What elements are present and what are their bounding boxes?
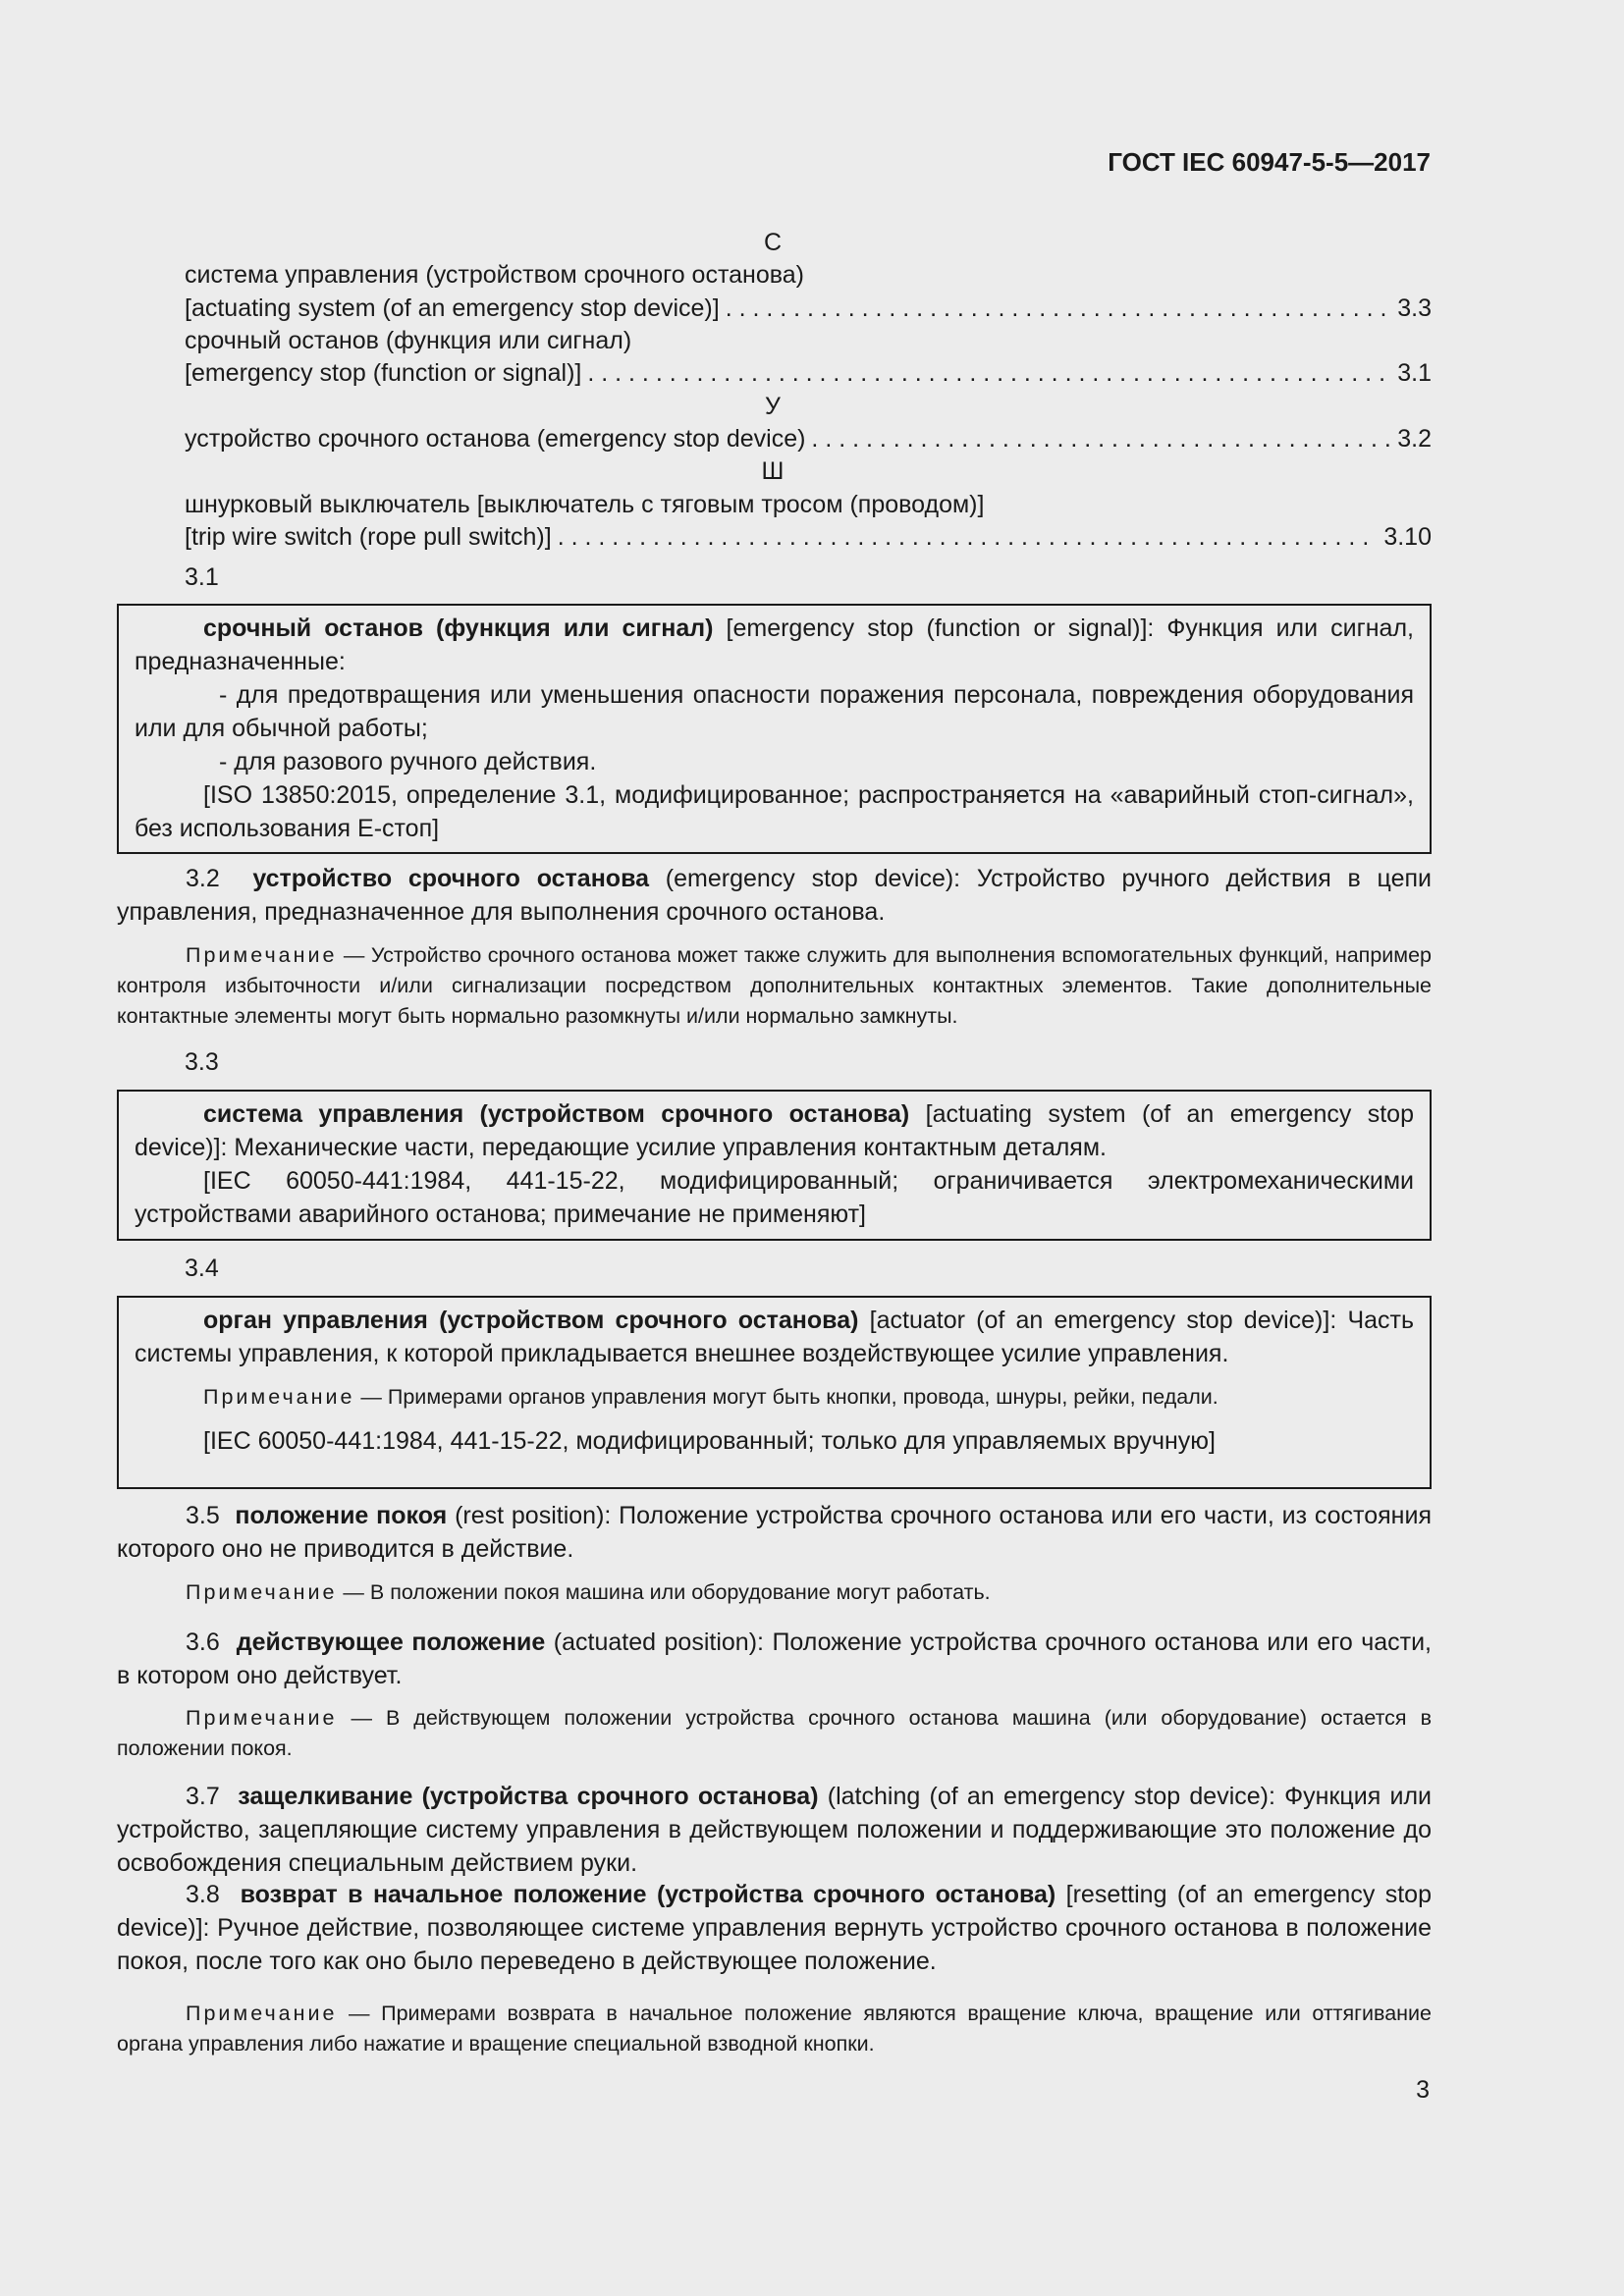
index-entry-page: 3.10	[1383, 523, 1432, 551]
index-entry-actuating-system-ru: система управления (устройством срочного останова)	[185, 261, 804, 289]
definition-3-2	[117, 862, 1432, 929]
note-text: — В положении покоя машина или оборудование могут работать.	[337, 1580, 991, 1604]
note-3-8	[117, 1999, 1432, 2059]
index-letter-sh: Ш	[761, 457, 785, 485]
index-entry-page: 3.2	[1397, 425, 1432, 453]
definition-box-3-4	[117, 1296, 1432, 1489]
term: срочный останов (функция или сигнал)	[203, 614, 714, 642]
note-3-6	[117, 1703, 1432, 1764]
note-label: Примечание	[203, 1385, 355, 1409]
definition: [emergency stop (function or signal)]: Функция или сигнал, предназначенные:	[135, 614, 1414, 675]
definition-text	[117, 1499, 1432, 1566]
standard-header: ГОСТ IEC 60947-5-5—2017	[1108, 147, 1431, 177]
index-entry-emergency-stop-device	[185, 422, 1432, 455]
index-entry-text: [trip wire switch (rope pull switch)]	[185, 523, 552, 551]
note-label: Примечание	[186, 1706, 338, 1730]
note-text: — Примерами органов управления могут быть кнопки, провода, шнуры, рейки, педали.	[354, 1385, 1218, 1409]
section-number: 3.3	[185, 1048, 219, 1076]
note-3-2	[117, 940, 1432, 1032]
definition: (rest position): Положение устройства срочного останова или его части, из состояния которого оно не приводится в действие.	[117, 1502, 1432, 1563]
definition-text	[135, 612, 1414, 678]
index-entry-text: [emergency stop (function or signal)]	[185, 359, 582, 387]
definition-text	[117, 1780, 1432, 1880]
source-reference: [IEC 60050-441:1984, 441-15-22, модифицированный; только для управляемых вручную]	[203, 1427, 1216, 1455]
section-number: 3.4	[185, 1255, 219, 1282]
note-text: — В действующем положении устройства срочного останова машина (или оборудование) остается в положении покоя.	[117, 1706, 1432, 1760]
index-entry-trip-wire-ru: шнурковый выключатель [выключатель с тяговым тросом (проводом)]	[185, 491, 985, 518]
term: система управления (устройством срочного останова)	[203, 1100, 910, 1128]
source-reference: [IEC 60050-441:1984, 441-15-22, модифицированный; ограничивается электромеханическими устройствами аварийного останова; примечание не применяют]	[135, 1167, 1414, 1228]
term: действующее положение	[236, 1629, 546, 1656]
definition-text	[117, 1626, 1432, 1692]
term: орган управления (устройством срочного останова)	[203, 1307, 859, 1334]
definition-text	[117, 1878, 1432, 1978]
section-number: 3.1	[185, 563, 219, 591]
note	[135, 1382, 1414, 1413]
index-entry-page: 3.3	[1397, 294, 1432, 322]
list-item: - для предотвращения или уменьшения опасности поражения персонала, повреждения оборудования или для обычной работы;	[135, 681, 1414, 742]
section-number: 3.6	[186, 1629, 220, 1656]
index-entry-text: устройство срочного останова (emergency stop device)	[185, 425, 806, 453]
index-entry-emergency-stop-en	[185, 356, 1432, 390]
definition-3-6	[117, 1626, 1432, 1692]
index-entry-actuating-system-en	[185, 292, 1432, 325]
list-item: - для разового ручного действия.	[219, 748, 597, 775]
section-number: 3.7	[186, 1783, 220, 1810]
source-reference: [ISO 13850:2015, определение 3.1, модифицированное; распространяется на «аварийный стоп-сигнал», без использования Е-стоп]	[135, 781, 1414, 842]
definition-3-5	[117, 1499, 1432, 1566]
definition-3-7	[117, 1780, 1432, 1880]
note-label: Примечание	[186, 943, 338, 967]
note-label: Примечание	[186, 2002, 338, 2025]
definition: (emergency stop device): Устройство ручного действия в цепи управления, предназначенное для выполнения срочного останова.	[117, 865, 1432, 926]
definition-box-3-3	[117, 1090, 1432, 1241]
definition-text	[135, 1304, 1414, 1370]
section-number: 3.2	[186, 865, 220, 892]
note-text: — Примерами возврата в начальное положение являются вращение ключа, вращение или оттягивание органа управления либо нажатие и вращение специальной взводной кнопки.	[117, 2002, 1432, 2056]
term: возврат в начальное положение (устройства срочного останова)	[240, 1881, 1056, 1908]
note-label: Примечание	[186, 1580, 338, 1604]
index-letter-s: С	[763, 229, 783, 256]
definition-text	[135, 1097, 1414, 1164]
definition-text	[117, 862, 1432, 929]
definition: [resetting (of an emergency stop device)]: Ручное действие, позволяющее системе управления вернуть устройство срочного останова в положение покоя, после того как оно было переведено в действующее положение.	[117, 1881, 1432, 1975]
definition: [actuating system (of an emergency stop device)]: Механические части, передающие усилие управления контактным деталям.	[135, 1100, 1414, 1161]
note-text: — Устройство срочного останова может также служить для выполнения вспомогательных функций, например контроля избыточности и/или сигнализации посредством дополнительных контактных элементов. Такие дополнительные контактные элементы могут быть нормально разомкнуты и/или нормально замкнуты.	[117, 943, 1432, 1028]
page-number: 3	[1416, 2076, 1430, 2104]
term: защелкивание (устройства срочного останова)	[238, 1783, 819, 1810]
term: устройство срочного останова	[252, 865, 650, 892]
index-entry-trip-wire-en	[185, 520, 1432, 554]
index-entry-text: [actuating system (of an emergency stop device)]	[185, 294, 720, 322]
section-number: 3.5	[186, 1502, 220, 1529]
definition-box-3-1	[117, 604, 1432, 854]
note-3-5	[117, 1577, 1432, 1608]
definition: (latching (of an emergency stop device): Функция или устройство, зацепляющие систему управления в действующем положении и поддерживающие это положение до освобождения специальным действием руки.	[117, 1783, 1432, 1877]
definition: (actuated position): Положение устройства срочного останова или его части, в котором оно действует.	[117, 1629, 1432, 1689]
term: положение покоя	[235, 1502, 448, 1529]
section-number: 3.8	[186, 1881, 220, 1908]
definition: [actuator (of an emergency stop device)]: Часть системы управления, к которой прикладывается внешнее воздействующее усилие управления.	[135, 1307, 1415, 1367]
index-entry-page: 3.1	[1397, 359, 1432, 387]
index-entry-emergency-stop-ru: срочный останов (функция или сигнал)	[185, 327, 632, 354]
definition-3-8	[117, 1878, 1432, 1978]
index-letter-u: У	[765, 393, 781, 420]
